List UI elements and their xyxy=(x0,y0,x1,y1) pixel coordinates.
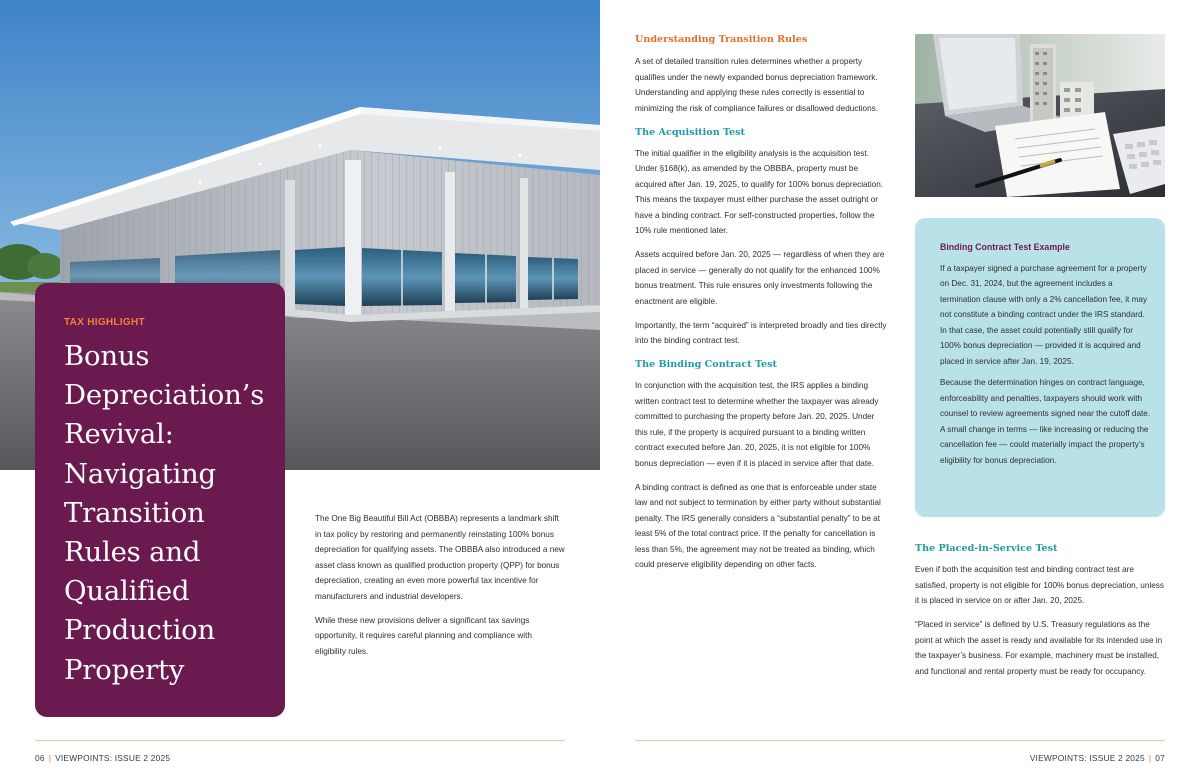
publication-name: VIEWPOINTS: ISSUE 2 2025 xyxy=(1029,753,1145,763)
headline-line: Property xyxy=(64,653,185,686)
body-paragraph: The initial qualifier in the eligibility analysis is the acquisition test. Under §168(k), as amended by the OBBBA, property must be acquired after Jan. 19, 2025, to qualify for 100% bonus depreciation. This means the taxpayer must either purchase the asset outright or have a binding contract. For self-constructed properties, follow the 10% rule mentioned later. xyxy=(635,148,884,235)
headline-line: Transition xyxy=(64,496,205,529)
sidebar-paragraph: If a taxpayer signed a purchase agreement for a property on Dec. 31, 2024, but the agreement includes a termination clause with only a 2% cancellation fee, it may not constitute a binding contract under the IRS standard. In that case, the asset could potentially still qualify for 100% bonus depreciation — provided it is acquired and placed in service after Jan. 19, 2025. xyxy=(940,263,1148,366)
body-paragraph: Importantly, the term “acquired” is interpreted broadly and ties directly into the binding contract test. xyxy=(635,320,887,345)
intro-paragraph: While these new provisions deliver a significant tax savings opportunity, it requires careful planning and compliance with eligibility rules. xyxy=(315,615,532,656)
section-title: Understanding Transition Rules xyxy=(635,34,808,45)
headline-line: Revival: xyxy=(64,418,174,451)
page-number: 07 xyxy=(1155,753,1165,763)
main-column xyxy=(635,30,887,581)
intro-column xyxy=(315,511,565,668)
headline-line: Production xyxy=(64,614,216,647)
footer-separator: | xyxy=(48,753,52,763)
footer-left xyxy=(35,753,170,763)
page-number: 06 xyxy=(35,753,45,763)
section-intro: A set of detailed transition rules determines whether a property qualifies under the newly expanded bonus depreciation framework. Understanding and applying these rules correctly is essential to minimizing the risk of compliance failures or disallowed deductions. xyxy=(635,57,879,113)
headline-line: Navigating xyxy=(64,457,216,490)
binding-heading: The Binding Contract Test xyxy=(635,359,777,370)
footer-rule-right xyxy=(635,740,1165,741)
body-paragraph: In conjunction with the acquisition test, the IRS applies a binding written contract test to determine whether the taxpayer was already committed to purchasing the property before Jan. 20, 2025. Under this rule, if the property is acquired pursuant to a binding written contract executed before Jan. 20, 2025, it is not eligible for 100% bonus depreciation — even if it is placed in service after that date. xyxy=(635,381,879,468)
sidebar-title: Binding Contract Test Example xyxy=(940,242,1070,252)
sidebar-paragraph: Because the determination hinges on contract language, enforceability and penalties, taxpayers should work with counsel to review agreements signed near the cutoff date. A small change in terms — like increasing or reducing the cancellation fee — could materially impact the property’s eligibility for bonus depreciation. xyxy=(940,378,1151,465)
intro-paragraph: The One Big Beautiful Bill Act (OBBBA) represents a landmark shift in tax policy by restoring and permanently reinstating 100% bonus depreciation for qualifying assets. The OBBBA also introduced a new asset class known as qualified production property (QPP) for bonus depreciation, creating an even more powerful tax incentive for manufacturers and industrial developers. xyxy=(315,514,565,601)
article-headline xyxy=(64,337,285,690)
example-sidebar xyxy=(915,218,1165,517)
acquisition-heading: The Acquisition Test xyxy=(635,126,745,138)
publication-name: VIEWPOINTS: ISSUE 2 2025 xyxy=(55,753,171,763)
contract-desk-photo xyxy=(915,34,1165,197)
headline-line: Bonus xyxy=(64,340,150,372)
body-paragraph: Assets acquired before Jan. 20, 2025 — regardless of when they are placed in service — generally do not qualify for the enhanced 100% bonus treatment. This rule ensures only investments following the enactment are eligible. xyxy=(635,250,885,306)
right-column xyxy=(915,534,1167,688)
footer-right xyxy=(1030,753,1165,763)
title-block xyxy=(35,283,285,717)
headline-line: Rules and xyxy=(64,536,201,569)
kicker-label: TAX HIGHLIGHT xyxy=(64,317,145,328)
body-paragraph: Even if both the acquisition test and binding contract test are satisfied, property is not eligible for 100% bonus depreciation, unless it is placed in service on or after Jan. 20, 2025. xyxy=(915,565,1164,605)
footer-separator: | xyxy=(1148,753,1152,763)
placed-in-service-heading: The Placed-in-Service Test xyxy=(915,543,1058,554)
body-paragraph: A binding contract is defined as one that is enforceable under state law and not subject to termination by either party without substantial penalty. The IRS generally considers a “substantial penalty” to be at least 5% of the total contract price. If the penalty for cancellation is less than 5%, the agreement may not be treated as binding, which could preserve eligibility depending on other facts. xyxy=(635,482,881,569)
headline-line: Qualified xyxy=(64,575,190,608)
headline-line: Depreciation’s xyxy=(64,379,265,412)
footer-rule-left xyxy=(35,740,565,741)
body-paragraph: “Placed in service” is defined by U.S. Treasury regulations as the point at which the asset is ready and available for its intended use in the taxpayer’s business. For example, machinery must be installed, and functional and rental property must be ready for occupancy. xyxy=(915,620,1163,676)
